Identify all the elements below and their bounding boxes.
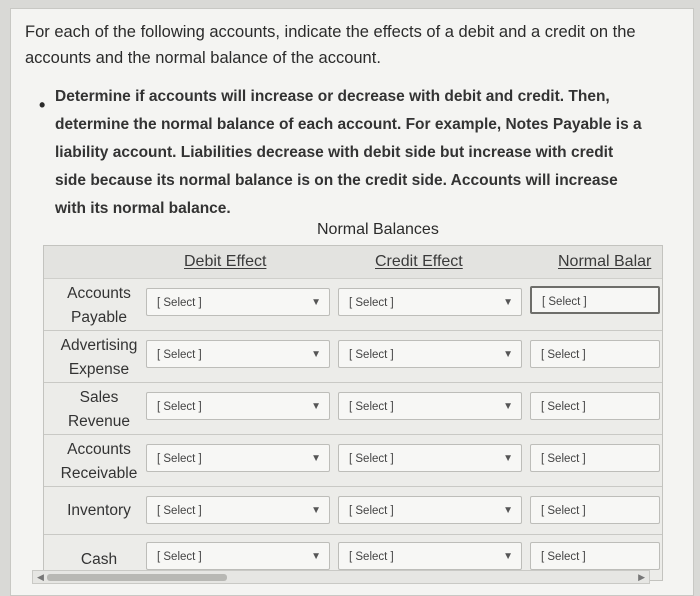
chevron-down-icon: ▼ bbox=[311, 551, 321, 562]
credit-effect-select[interactable] bbox=[338, 288, 522, 316]
table-row bbox=[44, 486, 662, 535]
select-value: [ Select ] bbox=[157, 505, 202, 517]
select-value: [ Select ] bbox=[541, 401, 586, 413]
debit-effect-select[interactable] bbox=[146, 340, 330, 368]
accounts-table bbox=[43, 245, 663, 581]
normal-balance-select[interactable] bbox=[530, 444, 660, 472]
chevron-down-icon: ▼ bbox=[311, 297, 321, 308]
account-name: Advertising Expense bbox=[60, 337, 138, 378]
normal-balance-select[interactable] bbox=[530, 286, 660, 314]
table-row bbox=[44, 278, 662, 331]
chevron-down-icon: ▼ bbox=[503, 551, 513, 562]
column-header-debit: Debit Effect bbox=[184, 253, 267, 270]
account-name: Inventory bbox=[67, 502, 131, 519]
column-header-credit: Credit Effect bbox=[375, 253, 463, 270]
chevron-down-icon: ▼ bbox=[311, 453, 321, 464]
select-value: [ Select ] bbox=[157, 453, 202, 465]
question-instructions: Determine if accounts will increase or decrease with debit and credit. Then, determine the normal balance of each account. For example, Notes Payable is a liability account. Liabilities decrease with debit side but increase with credit side because its normal balance is on the credit side. Accounts will increase with its normal balance. bbox=[55, 88, 642, 217]
chevron-down-icon: ▼ bbox=[311, 401, 321, 412]
question-intro: For each of the following accounts, indicate the effects of a debit and a credit on the accounts and the normal balance of the account. bbox=[25, 23, 636, 67]
horizontal-scrollbar[interactable] bbox=[32, 570, 650, 584]
account-name: Accounts Payable bbox=[67, 285, 131, 326]
debit-effect-select[interactable] bbox=[146, 496, 330, 524]
select-value: [ Select ] bbox=[541, 453, 586, 465]
bullet-dot-icon: • bbox=[39, 95, 46, 115]
normal-balance-select[interactable] bbox=[530, 496, 660, 524]
select-value: [ Select ] bbox=[541, 505, 586, 517]
table-row bbox=[44, 434, 662, 487]
arrow-right-icon[interactable]: ▶ bbox=[638, 572, 645, 582]
select-value: [ Select ] bbox=[349, 297, 394, 309]
debit-effect-select[interactable] bbox=[146, 542, 330, 570]
chevron-down-icon: ▼ bbox=[311, 349, 321, 360]
account-name: Cash bbox=[80, 551, 118, 568]
question-card bbox=[10, 8, 694, 596]
chevron-down-icon: ▼ bbox=[311, 505, 321, 516]
select-value: [ Select ] bbox=[157, 401, 202, 413]
credit-effect-select[interactable] bbox=[338, 496, 522, 524]
normal-balance-select[interactable] bbox=[530, 340, 660, 368]
scrollbar-thumb[interactable] bbox=[47, 574, 227, 581]
credit-effect-select[interactable] bbox=[338, 444, 522, 472]
debit-effect-select[interactable] bbox=[146, 392, 330, 420]
table-row bbox=[44, 382, 662, 435]
chevron-down-icon: ▼ bbox=[503, 505, 513, 516]
normal-balance-select[interactable] bbox=[530, 392, 660, 420]
column-header-normal: Normal Balar bbox=[558, 253, 652, 270]
credit-effect-select[interactable] bbox=[338, 392, 522, 420]
debit-effect-select[interactable] bbox=[146, 444, 330, 472]
select-value: [ Select ] bbox=[157, 297, 202, 309]
table-caption: Normal Balances bbox=[317, 221, 439, 238]
select-value: [ Select ] bbox=[349, 401, 394, 413]
select-value: [ Select ] bbox=[157, 551, 202, 563]
account-name: Sales Revenue bbox=[67, 389, 131, 430]
select-value: [ Select ] bbox=[542, 296, 587, 308]
chevron-down-icon: ▼ bbox=[503, 401, 513, 412]
table-row bbox=[44, 330, 662, 383]
select-value: [ Select ] bbox=[349, 505, 394, 517]
select-value: [ Select ] bbox=[349, 453, 394, 465]
credit-effect-select[interactable] bbox=[338, 340, 522, 368]
select-value: [ Select ] bbox=[541, 349, 586, 361]
arrow-left-icon[interactable]: ◀ bbox=[37, 572, 44, 582]
select-value: [ Select ] bbox=[349, 349, 394, 361]
chevron-down-icon: ▼ bbox=[503, 453, 513, 464]
credit-effect-select[interactable] bbox=[338, 542, 522, 570]
debit-effect-select[interactable] bbox=[146, 288, 330, 316]
select-value: [ Select ] bbox=[541, 551, 586, 563]
chevron-down-icon: ▼ bbox=[503, 349, 513, 360]
normal-balance-select[interactable] bbox=[530, 542, 660, 570]
chevron-down-icon: ▼ bbox=[503, 297, 513, 308]
account-name: Accounts Receivable bbox=[60, 441, 138, 482]
select-value: [ Select ] bbox=[157, 349, 202, 361]
select-value: [ Select ] bbox=[349, 551, 394, 563]
